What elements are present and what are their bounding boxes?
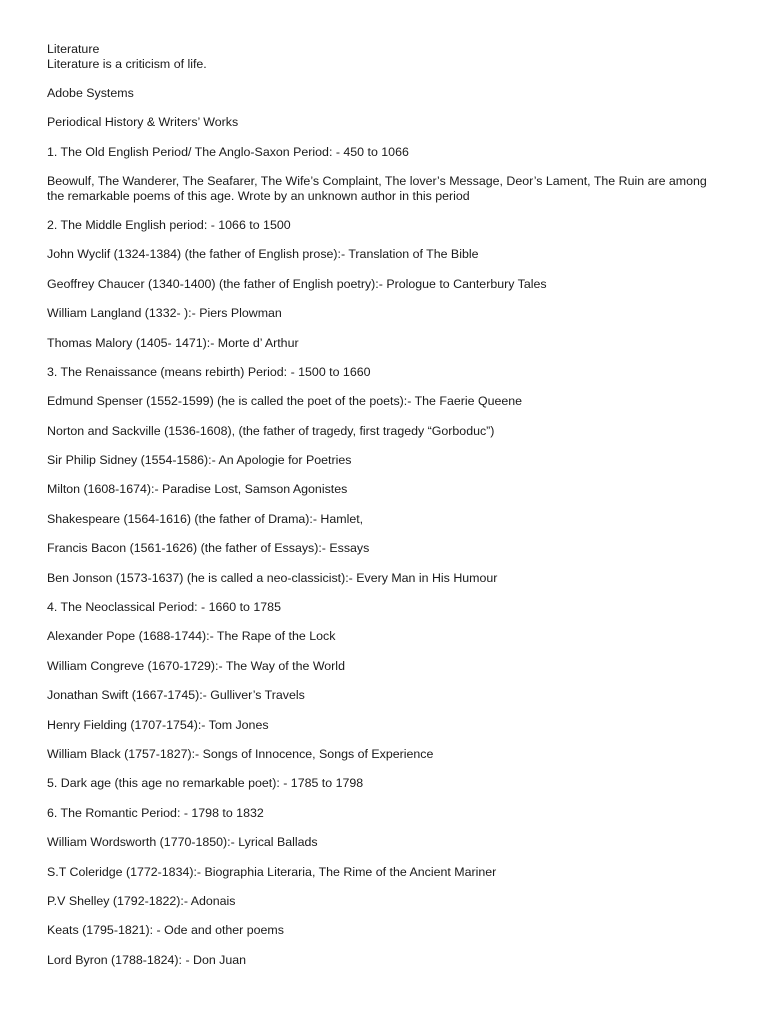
author-entry: William Langland (1332- ):- Piers Plowman: [47, 306, 282, 321]
author-entry: William Wordsworth (1770-1850):- Lyrical Ballads: [47, 835, 318, 850]
author-entry: S.T Coleridge (1772-1834):- Biographia Literaria, The Rime of the Ancient Mariner: [47, 864, 497, 879]
author-entry: Geoffrey Chaucer (1340-1400) (the father of English poetry):- Prologue to Canterbury Tales: [47, 276, 547, 291]
author-entry: William Black (1757-1827):- Songs of Innocence, Songs of Experience: [47, 746, 434, 761]
author-entry: Sir Philip Sidney (1554-1586):- An Apologie for Poetries: [47, 453, 352, 468]
section-heading: Periodical History & Writers’ Works: [47, 115, 239, 130]
author-entry: Francis Bacon (1561-1626) (the father of Essays):- Essays: [47, 541, 370, 556]
period-heading: 6. The Romantic Period: - 1798 to 1832: [47, 805, 264, 820]
author-entry: Ben Jonson (1573-1637) (he is called a neo-classicist):- Every Man in His Humour: [47, 570, 498, 585]
author-entry: Edmund Spenser (1552-1599) (he is called the poet of the poets):- The Faerie Queene: [47, 394, 523, 409]
author-entry: Lord Byron (1788-1824): - Don Juan: [47, 952, 247, 967]
period-heading: 5. Dark age (this age no remarkable poet): - 1785 to 1798: [47, 776, 364, 791]
author-entry: Alexander Pope (1688-1744):- The Rape of the Lock: [47, 629, 336, 644]
author-entry: John Wyclif (1324-1384) (the father of English prose):- Translation of The Bible: [47, 247, 479, 262]
author-entry: Shakespeare (1564-1616) (the father of Drama):- Hamlet,: [47, 511, 364, 526]
doc-line: Adobe Systems: [47, 85, 134, 100]
period-heading: 1. The Old English Period/ The Anglo-Saxon Period: - 450 to 1066: [47, 144, 409, 159]
author-entry: Jonathan Swift (1667-1745):- Gulliver’s Travels: [47, 688, 305, 703]
doc-subtitle: Literature is a criticism of life.: [47, 56, 207, 71]
author-entry: Henry Fielding (1707-1754):- Tom Jones: [47, 717, 269, 732]
author-entry: Milton (1608-1674):- Paradise Lost, Samson Agonistes: [47, 482, 348, 497]
period-heading: 4. The Neoclassical Period: - 1660 to 1785: [47, 600, 281, 615]
author-entry: Norton and Sackville (1536-1608), (the father of tragedy, first tragedy “Gorboduc”): [47, 423, 495, 438]
period-heading: 3. The Renaissance (means rebirth) Period: - 1500 to 1660: [47, 364, 371, 379]
author-entry: Thomas Malory (1405- 1471):- Morte d’ Arthur: [47, 335, 299, 350]
doc-paragraph: Beowulf, The Wanderer, The Seafarer, The Wife’s Complaint, The lover’s Message, Deor’s Lament, The Ruin are among the remarkable poems of this age. Wrote by an unknown author in this period: [47, 174, 707, 203]
document-page: [47, 42, 727, 967]
author-entry: William Congreve (1670-1729):- The Way of the World: [47, 658, 345, 673]
author-entry: P.V Shelley (1792-1822):- Adonais: [47, 893, 236, 908]
period-heading: 2. The Middle English period: - 1066 to 1500: [47, 217, 291, 232]
author-entry: Keats (1795-1821): - Ode and other poems: [47, 923, 284, 938]
doc-title: Literature: [47, 42, 100, 56]
